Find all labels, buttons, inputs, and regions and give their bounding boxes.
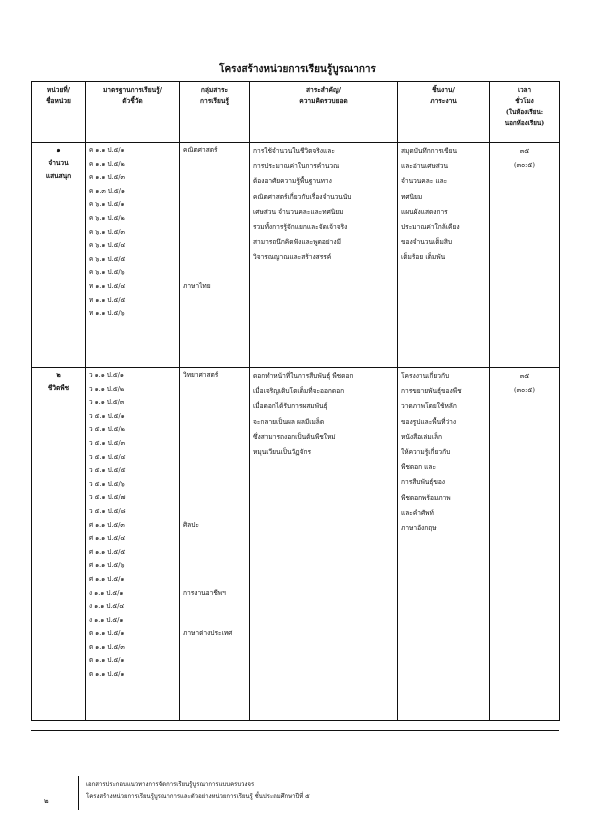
text-line: ตัวชี้วัด [122, 97, 143, 105]
text-line: ชิ้นงาน/ [432, 86, 455, 94]
text-line: (ในห้องเรียน: [505, 109, 544, 116]
text-line: จำนวนคละ และ [401, 177, 448, 186]
text-line: การเรียนรู้ [200, 97, 229, 105]
text-line: ภาระงาน [430, 97, 457, 105]
text-line: การประมาณค่าในการคำนวณ [253, 162, 340, 171]
indicator-code: ศ ๑.๑ ป.๕/๔ [89, 534, 126, 543]
text-line: ๓๕ [519, 372, 530, 380]
page-number: ๒ [44, 797, 49, 805]
indicator-code: ศ ๑.๑ ป.๕/๖ [89, 561, 125, 570]
text-line: เมื่อดอกได้รับการผสมพันธุ์ [253, 402, 328, 411]
text-line: ประมาณค่าใกล้เคียง [401, 223, 460, 232]
header-unit [32, 82, 86, 143]
text-line: สาระสำคัญ/ [306, 86, 341, 94]
text-line: การขยายพันธุ์ของพืช [401, 387, 462, 396]
subject-group-label: การงานอาชีพฯ [183, 588, 226, 597]
work-cell [398, 143, 490, 368]
text-line: เวลา [517, 87, 532, 94]
time-cell [490, 143, 560, 368]
header-standard [86, 82, 180, 143]
indicator-code: ค ๑.๑ ป.๕/๒ [89, 159, 125, 168]
indicator-code: ค ๖.๑ ป.๕/๔ [89, 241, 126, 250]
header-content [250, 82, 398, 143]
text-line: ชื่อหน่วย [46, 97, 71, 105]
header-group [180, 82, 250, 143]
indicator-code: ค ๖.๑ ป.๕/๒ [89, 213, 125, 222]
indicator-code: ค ๑.๑ ป.๕/๓ [89, 173, 125, 182]
text-line: เมื่อเจริญเติบโตเต็มที่จะออกดอก [253, 387, 345, 396]
text-line: กลุ่มสาระ [200, 86, 229, 94]
unit-cell [32, 368, 86, 721]
content-cell [250, 143, 398, 368]
text-line: หมุนเวียนเป็นวัฏจักร [253, 448, 312, 457]
subject-group-label: ศิลปะ [183, 520, 199, 529]
text-line: คณิตศาสตร์เกี่ยวกับเรื่องจำนวนนับ [253, 192, 352, 201]
work-cell [398, 368, 490, 721]
subject-group-label: วิทยาศาสตร์ [183, 371, 219, 379]
content-cell [250, 368, 398, 721]
indicator-code: ง ๑.๑ ป.๕/๑ [89, 615, 124, 624]
text-line: โครงงานเกี่ยวกับ [401, 372, 450, 380]
text-line: เศษส่วน จำนวนคละและทศนิยม [253, 207, 344, 216]
text-line: การสืบพันธุ์ของ [401, 478, 446, 487]
indicator-code: ว ๕.๑ ป.๕/๘ [89, 506, 126, 515]
text-line: วิจารณญาณและสร้างสรรค์ [253, 253, 332, 262]
text-line: พืชดอกพร้อมภาพ [401, 493, 451, 502]
indicator-code: ท ๑.๑ ป.๕/๔ [89, 281, 126, 290]
text-line: ชั่วโมง [515, 98, 534, 105]
indicator-code: ว ๑.๑ ป.๕/๓ [89, 398, 125, 407]
indicator-code: ว ๕.๑ ป.๕/๓ [89, 438, 126, 447]
indicator-code: ท ๑.๑ ป.๕/๕ [89, 295, 126, 304]
indicator-code: ท ๑.๑ ป.๕/๖ [89, 309, 125, 318]
text-line: การใช้จำนวนในชีวิตจริงและ [253, 147, 335, 155]
text-line: หนังสือเล่มเล็ก [401, 432, 442, 441]
indicator-code: ต ๑.๑ ป.๕/๓ [89, 642, 125, 651]
text-line: ๒ [56, 371, 61, 379]
indicator-code: ต ๑.๑ ป.๕/๑ [89, 670, 125, 679]
indicator-code: ว ๕.๑ ป.๕/๕ [89, 466, 126, 475]
text-line: นอกห้องเรียน) [504, 120, 545, 127]
text-line: วาดภาพโดยใช้หลัก [401, 402, 457, 411]
bottom-divider [31, 730, 559, 731]
indicator-code: ศ ๑.๑ ป.๕/๕ [89, 547, 126, 556]
indicator-code: ว ๕.๑ ป.๕/๔ [89, 452, 126, 461]
text-line: แผนผังแสดงการ [401, 207, 448, 216]
text-line: ๓๕ [519, 147, 530, 155]
indicator-code: ค ๖.๑ ป.๕/๑ [89, 200, 125, 209]
indicator-code: ว ๑.๑ ป.๕/๑ [89, 371, 124, 379]
indicator-code: ค ๖.๑ ป.๕/๖ [89, 268, 125, 277]
indicator-code: ศ ๑.๑ ป.๕/๑ [89, 574, 125, 583]
text-line: ภาษาอังกฤษ [401, 524, 437, 533]
text-line: (๓๐:๕) [514, 161, 535, 169]
text-line: และอ่านเศษส่วน [401, 162, 449, 171]
indicator-code: ง ๑.๑ ป.๕/๑ [89, 588, 124, 597]
indicator-code: ว ๕.๑ ป.๕/๒ [89, 425, 125, 434]
text-line: ทศนิยม [401, 192, 423, 201]
time-cell [490, 368, 560, 721]
indicator-code: ค ๑.๑ ป.๕/๑ [89, 146, 125, 154]
text-line: ความคิดรวบยอด [299, 97, 348, 105]
page-title: โครงสร้างหน่วยการเรียนรู้บูรณาการ [219, 64, 376, 75]
curriculum-table [31, 81, 560, 721]
footer-divider [78, 776, 79, 810]
text-line: จำนวน [48, 159, 69, 167]
text-line: (๓๐:๕) [514, 386, 535, 394]
text-line: ของรูปและพื้นที่ว่าง [401, 417, 457, 426]
table-row [32, 368, 560, 721]
text-line: ต้องอาศัยความรู้พื้นฐานทาง [253, 177, 332, 186]
footer-line: เอกสารประกอบแนวทางการจัดการเรียนรู้บูรณาการแบบครบวงจร [86, 781, 255, 788]
indicator-code: ค ๖.๑ ป.๕/๕ [89, 254, 126, 263]
text-line: รวมทั้งการรู้จักแยกและจัดเจ้าจริง [253, 223, 348, 232]
indicator-code: ง ๑.๑ ป.๕/๔ [89, 602, 125, 611]
header-time [490, 82, 560, 143]
header-row [32, 82, 560, 143]
group-cell [180, 143, 250, 368]
indicator-code: ว ๕.๑ ป.๕/๖ [89, 479, 125, 488]
text-line: พืชดอก และ [401, 463, 436, 472]
indicator-code: ว ๕.๑ ป.๕/๑ [89, 411, 125, 420]
text-line: สมุดบันทึกการเขียน [401, 147, 458, 155]
footer-text [86, 779, 310, 803]
subject-group-label: ภาษาต่างประเทศ [183, 629, 233, 638]
group-cell [180, 368, 250, 721]
indicator-code: ต ๑.๑ ป.๕/๑ [89, 656, 125, 665]
text-line: แสนสนุก [45, 172, 72, 180]
indicator-code: ศ ๑.๑ ป.๕/๓ [89, 520, 125, 529]
indicator-code: ว ๕.๑ ป.๕/๗ [89, 493, 126, 502]
header-work [398, 82, 490, 143]
unit-cell [32, 143, 86, 368]
subject-group-label: ภาษาไทย [183, 282, 211, 290]
indicator-code: ค ๑.๓ ป.๕/๑ [89, 186, 125, 195]
text-line: สามารถนึกคิดฟังและพูดอย่างมี [253, 238, 341, 247]
footer-line: โครงสร้างหน่วยการเรียนรู้บูรณาการและตัวอย่างหน่วยการเรียนรู้ ชั้นประถมศึกษาปีที่ ๕ [86, 793, 310, 800]
text-line: ให้ความรู้เกี่ยวกับ [401, 448, 451, 457]
text-line: และคำศัพท์ [401, 508, 434, 517]
text-line: หน่วยที่/ [46, 86, 71, 94]
indicator-code: ว ๑.๑ ป.๕/๒ [89, 384, 125, 393]
text-line: จะกลายเป็นผล ผลมีเมล็ด [253, 417, 325, 426]
indicator-code: ค ๖.๑ ป.๕/๓ [89, 227, 125, 236]
text-line: ดอกทำหน้าที่ในการสืบพันธุ์ พืชดอก [253, 372, 354, 380]
indicator-code: ต ๑.๑ ป.๕/๑ [89, 629, 125, 638]
standards-cell [86, 368, 180, 721]
standards-cell [86, 143, 180, 368]
text-line: ชีวิตพืช [47, 384, 70, 392]
text-line: ซึ่งสามารถงอกเป็นต้นพืชใหม่ [253, 432, 336, 441]
text-line: เต็มร้อย เต็มพัน [401, 253, 446, 262]
text-line: มาตรฐานการเรียนรู้/ [102, 86, 163, 94]
subject-group-label: คณิตศาสตร์ [183, 146, 218, 154]
text-line: ๑ [56, 146, 61, 154]
text-line: ของจำนวนเต็มสิบ [401, 238, 453, 247]
table-row [32, 143, 560, 368]
